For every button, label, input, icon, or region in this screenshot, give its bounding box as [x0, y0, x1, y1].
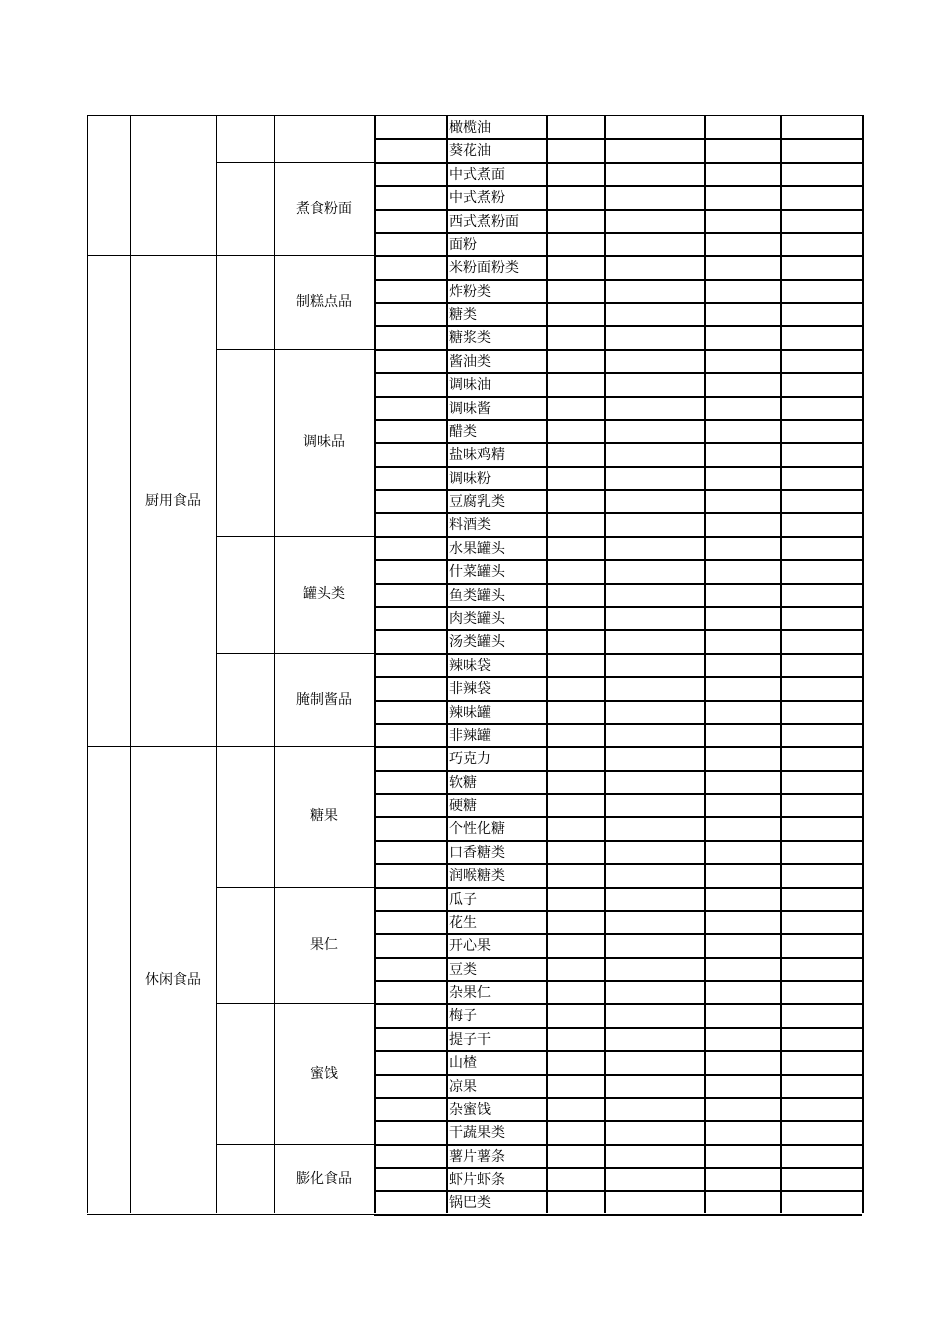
item-label: 中式煮粉 — [449, 190, 505, 207]
item-label: 硬糖 — [449, 798, 477, 815]
column-divider — [130, 115, 131, 1213]
item-label: 酱油类 — [449, 353, 491, 370]
group-divider — [216, 255, 374, 256]
group-label: 膨化食品 — [296, 1170, 352, 1187]
item-label: 汤类罐头 — [449, 634, 505, 651]
column-divider — [446, 115, 448, 1213]
category-divider — [87, 1214, 216, 1215]
item-label: 鱼类罐头 — [449, 587, 505, 604]
group-divider — [216, 1003, 374, 1004]
item-label: 调味酱 — [449, 400, 491, 417]
item-label: 西式煮粉面 — [449, 213, 519, 230]
category-label: 厨用食品 — [145, 492, 201, 509]
item-label: 面粉 — [449, 236, 477, 253]
column-divider — [546, 115, 548, 1213]
item-label: 山楂 — [449, 1055, 477, 1072]
item-label: 巧克力 — [449, 751, 491, 768]
item-label: 个性化糖 — [449, 821, 505, 838]
group-divider — [216, 887, 374, 888]
item-label: 薯片薯条 — [449, 1148, 505, 1165]
item-label: 什菜罐头 — [449, 564, 505, 581]
column-divider — [704, 115, 706, 1213]
table-top-border — [87, 115, 862, 116]
group-label: 腌制酱品 — [296, 691, 352, 708]
group-divider — [216, 1214, 374, 1215]
item-label: 瓜子 — [449, 891, 477, 908]
item-label: 锅巴类 — [449, 1195, 491, 1212]
column-divider — [780, 115, 782, 1213]
column-divider — [604, 115, 606, 1213]
item-label: 梅子 — [449, 1008, 477, 1025]
item-label: 辣味袋 — [449, 657, 491, 674]
category-divider — [87, 746, 216, 747]
group-label: 罐头类 — [303, 586, 345, 603]
group-divider — [216, 1144, 374, 1145]
group-label: 果仁 — [310, 936, 338, 953]
item-label: 花生 — [449, 914, 477, 931]
item-label: 米粉面粉类 — [449, 260, 519, 277]
item-label: 豆类 — [449, 961, 477, 978]
group-label: 蜜饯 — [310, 1065, 338, 1082]
item-label: 非辣袋 — [449, 681, 491, 698]
item-label: 虾片虾条 — [449, 1172, 505, 1189]
group-divider — [216, 162, 374, 163]
item-label: 糖浆类 — [449, 330, 491, 347]
item-label: 开心果 — [449, 938, 491, 955]
item-label: 调味粉 — [449, 470, 491, 487]
item-label: 凉果 — [449, 1078, 477, 1095]
item-label: 杂果仁 — [449, 985, 491, 1002]
item-label: 肉类罐头 — [449, 610, 505, 627]
item-label: 辣味罐 — [449, 704, 491, 721]
item-label: 提子干 — [449, 1031, 491, 1048]
item-label: 橄榄油 — [449, 120, 491, 136]
item-label: 杂蜜饯 — [449, 1101, 491, 1118]
item-label: 中式煮面 — [449, 166, 505, 183]
item-label: 口香糖类 — [449, 844, 505, 861]
item-label: 葵花油 — [449, 143, 491, 160]
item-label: 软糖 — [449, 774, 477, 791]
item-label: 豆腐乳类 — [449, 494, 505, 511]
column-divider — [274, 115, 275, 1213]
row-divider — [374, 1214, 862, 1216]
item-label: 炸粉类 — [449, 283, 491, 300]
group-label: 煮食粉面 — [296, 200, 352, 217]
column-divider — [87, 115, 88, 1213]
category-label: 休闲食品 — [145, 972, 201, 989]
item-label: 水果罐头 — [449, 540, 505, 557]
column-divider — [216, 115, 217, 1213]
group-divider — [216, 653, 374, 654]
category-divider — [87, 255, 216, 256]
item-label: 干蔬果类 — [449, 1125, 505, 1142]
group-divider — [216, 746, 374, 747]
column-divider — [862, 115, 864, 1213]
column-divider — [374, 115, 376, 1213]
group-divider — [216, 536, 374, 537]
group-label: 制糕点品 — [296, 294, 352, 311]
item-label: 盐味鸡精 — [449, 447, 505, 464]
item-label: 非辣罐 — [449, 727, 491, 744]
group-label: 调味品 — [303, 434, 345, 451]
item-label: 糖类 — [449, 307, 477, 324]
item-label: 醋类 — [449, 423, 477, 440]
item-label: 调味油 — [449, 377, 491, 394]
item-label: 润喉糖类 — [449, 868, 505, 885]
group-divider — [216, 349, 374, 350]
group-label: 糖果 — [310, 808, 338, 825]
item-label: 料酒类 — [449, 517, 491, 534]
